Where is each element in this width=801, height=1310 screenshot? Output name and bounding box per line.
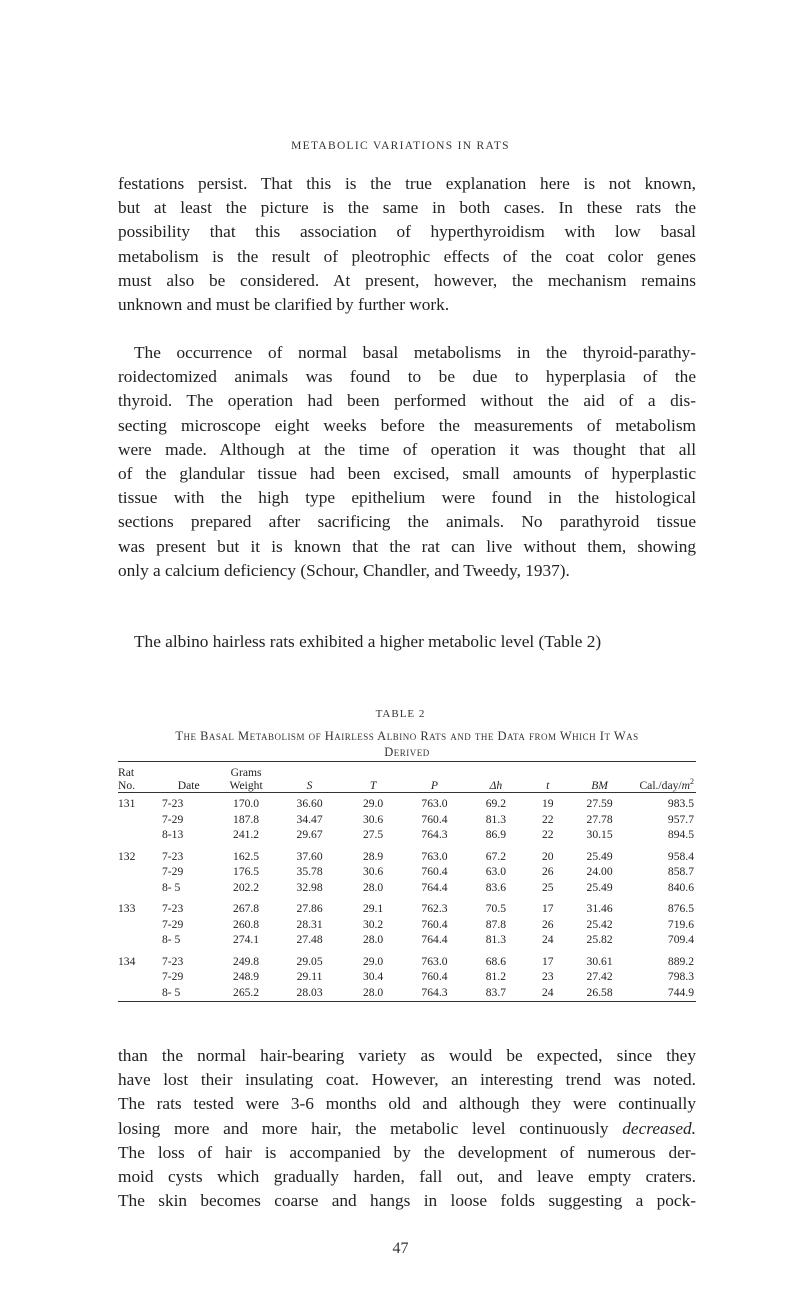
text-line: tissue with the high type epithelium were found in the histological — [118, 488, 696, 508]
paragraph-4 — [118, 1044, 696, 1213]
cell-date: 8- 5 — [161, 933, 181, 946]
text-line: The loss of hair is accompanied by the development of numerous der- — [118, 1142, 696, 1162]
cell-rat: 131 — [118, 797, 136, 810]
cell-s: 28.31 — [296, 917, 323, 931]
cell-t: 29.0 — [362, 797, 384, 810]
cell-cal: 719.6 — [667, 917, 694, 931]
cell-s: 35.78 — [296, 865, 323, 878]
header-bm: BM — [591, 779, 608, 792]
table-row — [118, 948, 696, 970]
text-line: roidectomized animals was found to be due to hyperplasia of the — [118, 367, 696, 387]
header-date: Date — [177, 779, 200, 792]
header-delta-h: Δh — [489, 779, 503, 792]
text-line: thyroid. The operation had been performed without the aid of a dis- — [118, 391, 696, 411]
cell-bm: 24.00 — [586, 865, 613, 878]
cell-bm: 31.46 — [586, 902, 613, 915]
cell-dh: 83.6 — [485, 880, 507, 894]
cell-date: 7-29 — [161, 865, 184, 878]
cell-date: 8- 5 — [161, 880, 181, 894]
cell-tt: 24 — [541, 985, 554, 999]
text-line: than the normal hair-bearing variety as would be expected, since they — [118, 1046, 696, 1065]
cell-tt: 20 — [541, 849, 554, 863]
cell-dh: 81.2 — [485, 970, 507, 983]
cell-gw: 248.9 — [233, 970, 260, 983]
cell-rat — [118, 827, 154, 843]
cell-cal: 957.7 — [667, 812, 694, 826]
cell-bm: 25.42 — [586, 917, 613, 931]
text-line: festations persist. That this is the true explanation here is not known, — [118, 174, 696, 193]
cell-rat — [118, 969, 154, 985]
cell-tt: 22 — [541, 828, 554, 841]
cell-cal: 709.4 — [667, 933, 694, 946]
page-number: 47 — [392, 1240, 409, 1257]
text-line: The occurrence of normal basal metabolisms in the thyroid-parathy- — [134, 343, 696, 362]
header-s: S — [306, 779, 313, 792]
text-line: The skin becomes coarse and hangs in loose folds suggesting a pock- — [118, 1191, 696, 1211]
table-row — [118, 969, 696, 985]
running-head: METABOLIC VARIATIONS IN RATS — [291, 140, 510, 152]
cell-bm: 25.49 — [586, 849, 613, 863]
cell-s: 29.05 — [296, 954, 323, 968]
cell-gw: 162.5 — [233, 849, 260, 863]
cell-cal: 894.5 — [667, 828, 694, 841]
cell-p: 760.4 — [421, 970, 448, 983]
table-row — [118, 917, 696, 933]
cell-p: 764.4 — [421, 880, 448, 894]
cell-t: 30.6 — [362, 865, 384, 878]
cell-gw: 274.1 — [233, 933, 260, 946]
cell-t: 27.5 — [362, 828, 384, 841]
cell-rat — [118, 880, 154, 896]
cell-t: 28.0 — [362, 880, 384, 894]
text-line: must also be considered. At present, however, the mechanism remains — [118, 270, 696, 290]
table-row — [118, 843, 696, 865]
cell-rat — [118, 812, 154, 828]
table-body — [118, 792, 696, 1000]
cell-gw: 170.0 — [233, 797, 260, 810]
cell-bm: 27.59 — [586, 797, 613, 810]
cell-gw: 241.2 — [233, 828, 260, 841]
text-line: have lost their insulating coat. However, an interesting trend was noted. — [118, 1070, 696, 1090]
cell-cal: 798.3 — [667, 970, 694, 983]
table-row — [118, 827, 696, 843]
text-line: The rats tested were 3-6 months old and although they were continually — [118, 1094, 696, 1114]
cell-bm: 26.58 — [586, 985, 613, 999]
cell-rat — [118, 985, 154, 1001]
cell-cal: 876.5 — [667, 902, 694, 915]
data-table — [118, 766, 696, 1000]
cell-gw: 267.8 — [233, 902, 260, 915]
cell-date: 7-23 — [161, 849, 184, 863]
cell-s: 29.67 — [296, 828, 323, 841]
table-row — [118, 880, 696, 896]
table-number: TABLE 2 — [375, 708, 426, 720]
table-header-row — [118, 766, 696, 792]
cell-cal: 858.7 — [667, 865, 694, 878]
table-row — [118, 985, 696, 1001]
cell-p: 760.4 — [421, 812, 448, 826]
table-row — [118, 932, 696, 948]
cell-t: 30.6 — [362, 812, 384, 826]
cell-dh: 67.2 — [485, 849, 507, 863]
cell-p: 764.3 — [421, 985, 448, 999]
text-line: metabolism is the result of pleotrophic effects of the coat color genes — [118, 246, 696, 266]
cell-rat: 132 — [118, 849, 136, 863]
table-row — [118, 792, 696, 812]
cell-cal: 840.6 — [667, 880, 694, 894]
table-title-line: Derived — [384, 745, 430, 759]
cell-t: 29.0 — [362, 954, 384, 968]
cell-p: 764.3 — [421, 828, 448, 841]
cell-t: 28.0 — [362, 933, 384, 946]
text-line: secting microscope eight weeks before the measurements of metabolism — [118, 415, 696, 435]
cell-date: 7-29 — [161, 917, 184, 931]
text-line: possibility that this association of hyperthyroidism with low basal — [118, 222, 696, 242]
table-bottom-rule — [118, 1001, 696, 1002]
cell-bm: 27.78 — [586, 812, 613, 826]
cell-dh: 81.3 — [485, 933, 507, 946]
cell-date: 7-29 — [161, 812, 184, 826]
text-line: moid cysts which gradually harden, fall out, and leave empty craters. — [118, 1167, 696, 1187]
text-line: was present but it is known that the rat can live without them, showing — [118, 536, 696, 556]
cell-cal: 983.5 — [667, 797, 694, 810]
table-top-rule — [118, 761, 696, 762]
cell-rat — [118, 864, 154, 880]
text-line: The albino hairless rats exhibited a higher metabolic level (Table 2) — [134, 632, 602, 651]
cell-dh: 87.8 — [485, 917, 507, 931]
cell-rat — [118, 932, 154, 948]
text-line: losing more and more hair, the metabolic level continuously decreased. — [118, 1118, 696, 1138]
cell-t: 30.4 — [362, 970, 384, 983]
cell-bm: 25.49 — [586, 880, 613, 894]
cell-t: 30.2 — [362, 917, 384, 931]
cell-cal: 958.4 — [667, 849, 694, 863]
cell-dh: 63.0 — [485, 865, 507, 878]
cell-s: 27.48 — [296, 933, 323, 946]
text-line: of the glandular tissue had been excised, small amounts of hyperplastic — [118, 464, 696, 484]
cell-s: 32.98 — [296, 880, 323, 894]
table-row — [118, 812, 696, 828]
cell-p: 760.4 — [421, 917, 448, 931]
cell-p: 763.0 — [421, 797, 448, 810]
cell-tt: 25 — [541, 880, 554, 894]
cell-rat: 134 — [118, 954, 136, 968]
cell-dh: 70.5 — [485, 902, 507, 915]
text-line: unknown and must be clarified by further work. — [118, 295, 450, 315]
cell-date: 7-23 — [161, 797, 184, 810]
cell-gw: 187.8 — [233, 812, 260, 826]
paragraph-3 — [118, 630, 696, 654]
cell-date: 7-23 — [161, 954, 184, 968]
cell-cal: 889.2 — [667, 954, 694, 968]
paragraph-2 — [118, 341, 696, 583]
cell-date: 8-13 — [161, 828, 184, 841]
text-line: were made. Although at the time of operation it was thought that all — [118, 439, 696, 459]
table-row — [118, 895, 696, 917]
cell-gw: 202.2 — [233, 880, 260, 894]
paragraph-1 — [118, 172, 696, 317]
table-title-line: The Basal Metabolism of Hairless Albino Rats and the Data from Which It Was — [175, 729, 639, 743]
cell-date: 8- 5 — [161, 985, 181, 999]
cell-s: 27.86 — [296, 902, 323, 915]
cell-p: 763.0 — [421, 849, 448, 863]
cell-bm: 30.15 — [586, 828, 613, 841]
cell-tt: 26 — [541, 917, 554, 931]
cell-dh: 83.7 — [485, 985, 507, 999]
cell-p: 762.3 — [421, 902, 448, 915]
cell-dh: 86.9 — [485, 828, 507, 841]
header-cal-day-m2: $Cal./day/m^2$ — [639, 777, 694, 792]
table-title — [118, 728, 696, 760]
text-line: but at least the picture is the same in both cases. In these rats the — [118, 198, 696, 218]
cell-cal: 744.9 — [667, 985, 694, 999]
cell-rat — [118, 917, 154, 933]
cell-dh: 69.2 — [485, 797, 507, 810]
header-grams-weight: Grams Weight — [229, 766, 263, 792]
cell-tt: 17 — [541, 902, 554, 915]
cell-s: 36.60 — [296, 797, 323, 810]
cell-s: 37.60 — [296, 849, 323, 863]
table-row — [118, 864, 696, 880]
cell-date: 7-29 — [161, 970, 184, 983]
cell-s: 29.11 — [296, 970, 323, 983]
cell-tt: 26 — [541, 865, 554, 878]
cell-bm: 25.82 — [586, 933, 613, 946]
cell-gw: 249.8 — [233, 954, 260, 968]
cell-p: 760.4 — [421, 865, 448, 878]
cell-gw: 176.5 — [233, 865, 260, 878]
cell-p: 763.0 — [421, 954, 448, 968]
cell-t: 28.9 — [362, 849, 384, 863]
cell-tt: 19 — [541, 797, 554, 810]
cell-p: 764.4 — [421, 933, 448, 946]
cell-tt: 22 — [541, 812, 554, 826]
text-line: only a calcium deficiency (Schour, Chandler, and Tweedy, 1937). — [118, 560, 570, 580]
cell-s: 34.47 — [296, 812, 323, 826]
cell-tt: 23 — [541, 970, 554, 983]
cell-date: 7-23 — [161, 902, 184, 915]
cell-rat: 133 — [118, 902, 136, 915]
text-line: sections prepared after sacrificing the animals. No parathyroid tissue — [118, 512, 696, 532]
cell-s: 28.03 — [296, 985, 323, 999]
cell-gw: 265.2 — [233, 985, 260, 999]
cell-bm: 30.61 — [586, 954, 613, 968]
header-rat-no: Rat No. — [118, 766, 136, 792]
cell-t: 28.0 — [362, 985, 384, 999]
header-p: P — [430, 779, 439, 792]
cell-dh: 81.3 — [485, 812, 507, 826]
cell-bm: 27.42 — [586, 970, 613, 983]
emphasis-decreased: decreased. — [622, 1118, 696, 1138]
cell-tt: 17 — [541, 954, 554, 968]
cell-gw: 260.8 — [233, 917, 260, 931]
cell-tt: 24 — [541, 933, 554, 946]
header-t-lower: t — [546, 779, 550, 792]
header-t-upper: T — [369, 779, 377, 792]
cell-t: 29.1 — [362, 902, 384, 915]
cell-dh: 68.6 — [485, 954, 507, 968]
